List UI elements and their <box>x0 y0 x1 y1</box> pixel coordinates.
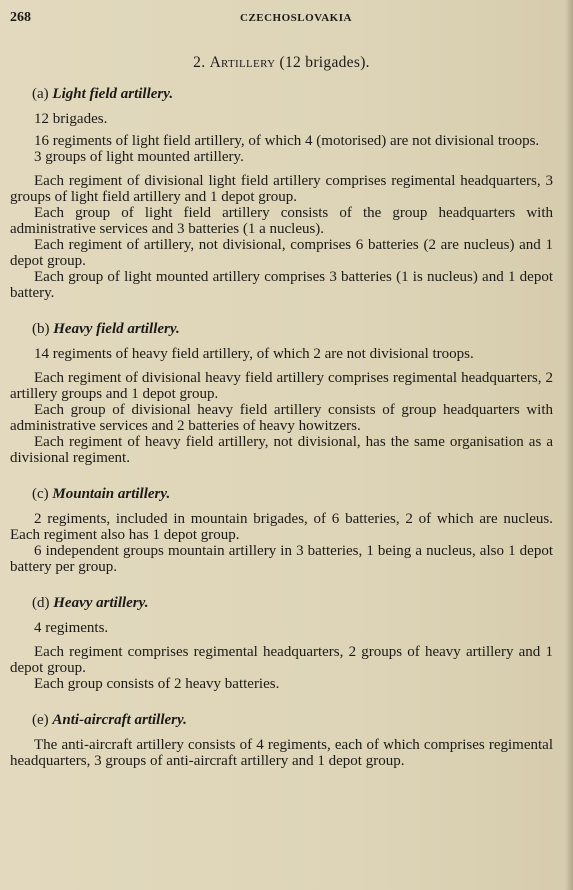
subsection-title: Light field artillery. <box>52 86 174 102</box>
paragraph: 14 regiments of heavy field artillery, of which 2 are not divisional troops. <box>34 346 474 362</box>
subsection-heading: (b) Heavy field artillery. <box>32 321 180 337</box>
paragraph: 12 brigades. <box>34 111 108 127</box>
paragraph: Each regiment of artillery, not divisional, comprises 6 batteries (2 are nucleus) and 1 depot group. <box>10 237 553 269</box>
section-count: (12 brigades). <box>279 54 370 71</box>
paragraph: 4 regiments. <box>34 620 109 636</box>
page-edge-shadow <box>565 0 573 890</box>
subsection-title: Heavy artillery. <box>53 595 149 611</box>
subsection-light-field-artillery <box>10 86 553 301</box>
paragraph: Each group of light mounted artillery comprises 3 batteries (1 is nucleus) and 1 depot battery. <box>10 269 553 301</box>
subsection-mountain-artillery <box>10 486 553 575</box>
section-number: 2. <box>193 54 206 71</box>
subsection-heading: (a) Light field artillery. <box>32 86 174 102</box>
paragraph: Each regiment of divisional light field artillery comprises regimental headquarters, 3 groups of light field artillery and 1 depot group. <box>10 173 553 205</box>
paragraph: Each regiment of heavy field artillery, not divisional, has the same organisation as a divisional regiment. <box>10 434 553 466</box>
paragraph: Each group consists of 2 heavy batteries. <box>34 676 280 692</box>
page-number: 268 <box>10 10 31 25</box>
page-header <box>10 10 553 30</box>
subsection-title: Anti-aircraft artillery. <box>52 712 187 728</box>
paragraph: 2 regiments, included in mountain brigades, of 6 batteries, 2 of which are nucleus. Each regiment also has 1 depot group. <box>10 511 553 543</box>
subsection-heading: (d) Heavy artillery. <box>32 595 149 611</box>
paragraph: 6 independent groups mountain artillery in 3 batteries, 1 being a nucleus, also 1 depot battery per group. <box>10 543 553 575</box>
section-title <box>10 54 553 72</box>
paragraph: The anti-aircraft artillery consists of 4 regiments, each of which comprises regimental headquarters, 3 groups of anti-aircraft artillery and 1 depot group. <box>10 737 553 769</box>
paragraph: Each regiment comprises regimental headquarters, 2 groups of heavy artillery and 1 depot group. <box>10 644 553 676</box>
paragraph: Each group of divisional heavy field artillery consists of group headquarters with administrative services and 2 batteries of heavy howitzers. <box>10 402 553 434</box>
paragraph: 3 groups of light mounted artillery. <box>34 149 244 165</box>
subsection-heavy-artillery <box>10 595 553 692</box>
paragraph: Each group of light field artillery consists of the group headquarters with administrative services and 3 batteries (1 a nucleus). <box>10 205 553 237</box>
subsection-heavy-field-artillery <box>10 321 553 466</box>
section-name: Artillery <box>209 54 276 71</box>
running-head: CZECHOSLOVAKIA <box>240 12 352 24</box>
paragraph: Each regiment of divisional heavy field artillery comprises regimental headquarters, 2 artillery groups and 1 depot group. <box>10 370 553 402</box>
subsection-heading: (c) Mountain artillery. <box>32 486 171 502</box>
page-body <box>10 54 553 789</box>
subsection-heading: (e) Anti-aircraft artillery. <box>32 712 187 728</box>
subsection-anti-aircraft-artillery <box>10 712 553 769</box>
paragraph: 16 regiments of light field artillery, of which 4 (motorised) are not divisional troops. <box>34 133 540 149</box>
subsection-title: Heavy field artillery. <box>53 321 180 337</box>
subsection-title: Mountain artillery. <box>52 486 171 502</box>
